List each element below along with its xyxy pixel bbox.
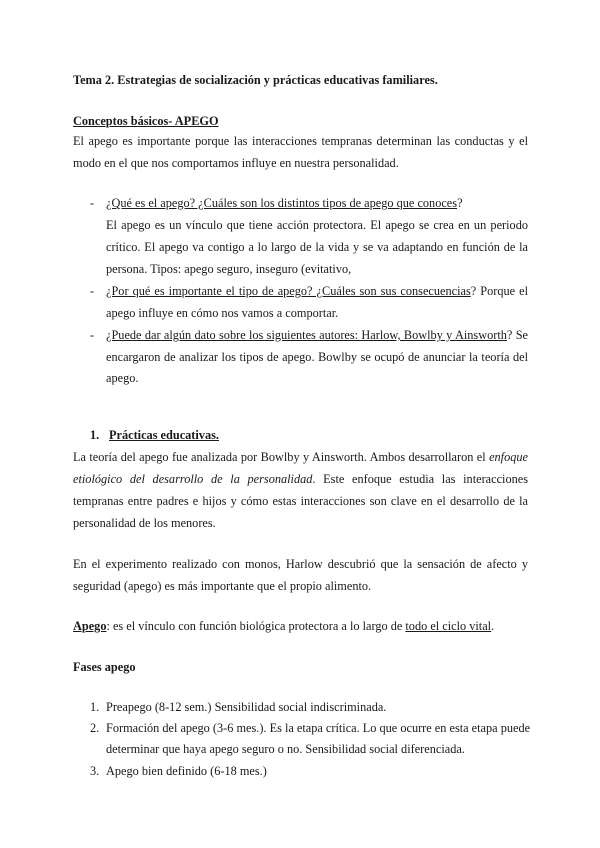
answer-1-line-3: persona. Tipos: apego seguro, inseguro (evitativo, (106, 262, 352, 276)
section-heading-practicas: Prácticas educativas. (109, 428, 219, 442)
question-3-answer-inline: ? Se (506, 328, 528, 342)
intro-line-2: modo en el que nos comportamos influye en nuestra personalidad. (73, 156, 399, 170)
paragraph-1-line-1-text: La teoría del apego fue analizada por Bowlby y Ainsworth. Ambos desarrollaron el (73, 450, 490, 464)
paragraph-1-line-3: tempranas entre padres e hijos y cómo estas interacciones son clave en el desarrollo de la (73, 494, 528, 508)
question-1-end: ? (457, 196, 463, 210)
list-item-number: 3. (90, 764, 100, 778)
section-heading-conceptos: Conceptos básicos- APEGO (73, 114, 219, 128)
answer-1-line-2: crítico. El apego va contigo a lo largo de la vida y se va adaptando en función de la (106, 240, 528, 254)
answer-1-line-1: El apego es un vínculo que tiene acción protectora. El apego se crea en un periodo (106, 218, 528, 232)
definition-underlined: todo el ciclo vital (405, 619, 492, 633)
paragraph-1-line-2-text: . Este enfoque estudia las interacciones (312, 472, 528, 486)
paragraph-1-line-1 (73, 449, 528, 465)
document-title: Tema 2. Estrategias de socialización y prácticas educativas familiares. (73, 73, 438, 87)
bullet-marker: - (90, 284, 95, 298)
answer-3-line-3: apego. (106, 371, 139, 385)
list-item: Preapego (8-12 sem.) Sensibilidad social indiscriminada. (106, 700, 387, 714)
question-2-answer-inline: ? Porque el (470, 284, 528, 298)
section-number: 1. (90, 428, 100, 442)
question-3 (106, 327, 528, 343)
intro-line-1: El apego es importante porque las interacciones tempranas determinan las conductas y el (73, 134, 528, 148)
list-item: Formación del apego (3-6 mes.). Es la etapa crítica. Lo que ocurre en esta etapa puede (106, 721, 531, 735)
question-2 (106, 283, 528, 299)
paragraph-1-line-4: personalidad de los menores. (73, 516, 216, 530)
question-2-text: ¿Por qué es importante el tipo de apego? ¿Cuáles son sus consecuencias (106, 284, 471, 298)
definition-text: : es el vínculo con función biológica protectora a lo largo de (106, 619, 406, 633)
definition-term: Apego (73, 619, 107, 633)
answer-2-line-2: apego influye en cómo nos vamos a comportar. (106, 306, 339, 320)
bullet-marker: - (90, 328, 95, 342)
definition-apego (73, 618, 494, 634)
answer-3-line-2: encargaron de analizar los tipos de apego. Bowlby se ocupó de anunciar la teoría del (106, 350, 528, 364)
paragraph-2-line-2: seguridad (apego) es más importante que el propio alimento. (73, 579, 372, 593)
paragraph-2-line-1: En el experimento realizado con monos, Harlow descubrió que la sensación de afecto y (73, 557, 528, 571)
paragraph-1-italic-start: enfoque (489, 450, 528, 464)
list-item: Apego bien definido (6-18 mes.) (106, 764, 267, 778)
list-item-continuation: determinar que haya apego seguro o no. Sensibilidad social diferenciada. (106, 742, 465, 756)
paragraph-1-line-2 (73, 471, 528, 487)
list-item-number: 1. (90, 700, 100, 714)
list-item-number: 2. (90, 721, 100, 735)
bullet-marker: - (90, 196, 95, 210)
section-heading-fases: Fases apego (73, 660, 136, 674)
question-1 (106, 195, 463, 211)
paragraph-1-italic-end: etiológico del desarrollo de la personalidad (73, 472, 313, 486)
definition-end: . (491, 619, 495, 633)
question-3-text: ¿Puede dar algún dato sobre los siguientes autores: Harlow, Bowlby y Ainsworth (106, 328, 507, 342)
question-1-text: ¿Qué es el apego? ¿Cuáles son los distintos tipos de apego que conoces (106, 196, 458, 210)
